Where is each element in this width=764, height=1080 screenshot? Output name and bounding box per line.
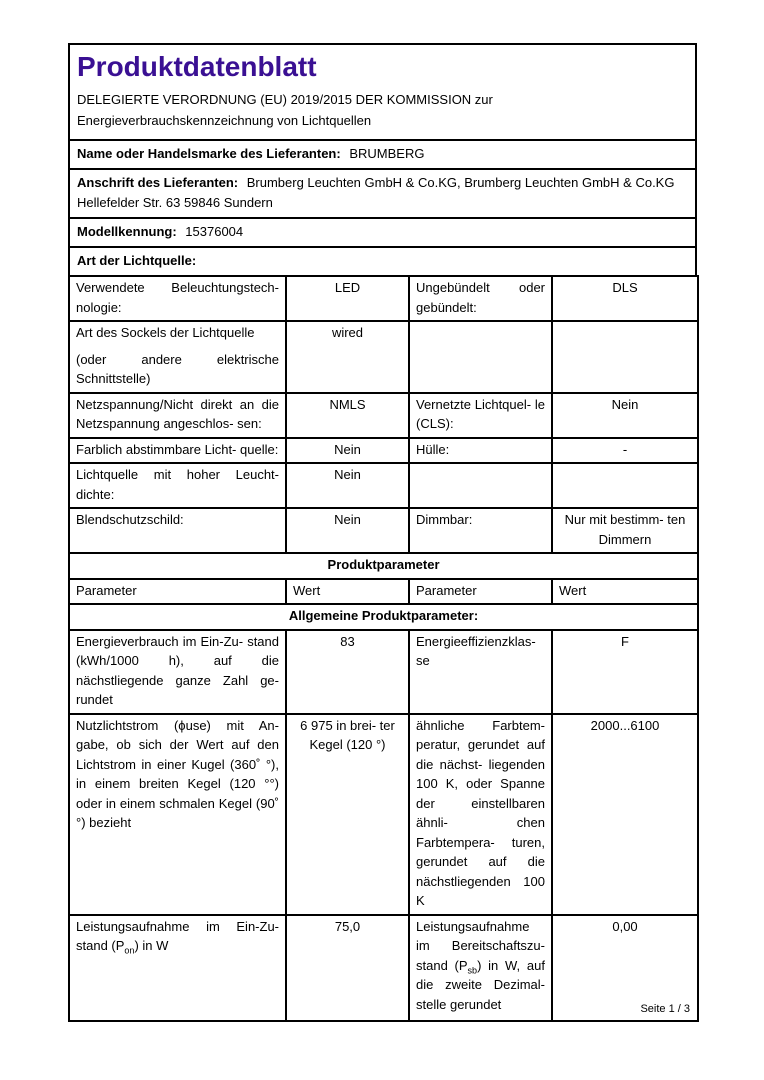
table-row bbox=[69, 276, 698, 321]
param-label-text: ) in W, auf die zweite Dezimal- stelle gerundet bbox=[416, 957, 545, 1012]
supplier-address-value: Brumberg Leuchten GmbH & Co.KG, Brumberg Leuchten GmbH & Co.KG Hellefelder Str. 63 59846 Sundern bbox=[77, 175, 675, 210]
param-value-cell: Nein bbox=[286, 438, 409, 464]
column-header: Wert bbox=[552, 579, 698, 605]
subscript-sb: sb bbox=[467, 965, 478, 976]
param-label-text: Leistungsaufnahme im Ein-Zu- stand (P bbox=[76, 918, 279, 953]
model-id-label: Modellkennung: bbox=[77, 224, 177, 239]
param-label-line2: (oder andere elektrische Schnittstelle) bbox=[76, 351, 279, 386]
table-row bbox=[69, 463, 698, 508]
param-label-cell: Vernetzte Lichtquel- le (CLS): bbox=[409, 393, 552, 438]
param-label-cell bbox=[69, 915, 286, 1021]
table-row bbox=[69, 714, 698, 915]
param-value-cell: 83 bbox=[286, 630, 409, 714]
param-value-cell: 2000...6100 bbox=[552, 714, 698, 915]
param-value-cell: 0,00 bbox=[552, 915, 698, 1021]
supplier-name-label: Name oder Handelsmarke des Lieferanten: bbox=[77, 146, 341, 161]
param-label-cell bbox=[409, 463, 552, 508]
section-title: Produktparameter bbox=[69, 553, 698, 579]
light-source-heading: Art der Lichtquelle: bbox=[77, 253, 197, 268]
param-label-line1: Art des Sockels der Lichtquelle bbox=[76, 325, 255, 340]
model-id-row bbox=[68, 217, 697, 248]
column-header: Parameter bbox=[409, 579, 552, 605]
param-label-cell: ähnliche Farbtem- peratur, gerundet auf die nächst- liegenden 100 K, oder Spanne der einstellbaren ähnli- chen Farbtempera- turen, gerundet auf die nächstliegenden 100 K bbox=[409, 714, 552, 915]
table-row bbox=[69, 438, 698, 464]
param-value-cell bbox=[552, 463, 698, 508]
param-label-cell: Hülle: bbox=[409, 438, 552, 464]
table-row bbox=[69, 630, 698, 714]
document-header bbox=[68, 43, 697, 141]
param-label-cell bbox=[69, 321, 286, 393]
table-row bbox=[69, 321, 698, 393]
regulation-subtitle-line2: Energieverbrauchskennzeichnung von Lichtquellen bbox=[77, 113, 372, 128]
column-header: Parameter bbox=[69, 579, 286, 605]
param-label-cell: Ungebündelt oder gebündelt: bbox=[409, 276, 552, 321]
supplier-address-row bbox=[68, 168, 697, 219]
param-label-cell: Lichtquelle mit hoher Leucht- dichte: bbox=[69, 463, 286, 508]
param-value-cell: DLS bbox=[552, 276, 698, 321]
supplier-address-label: Anschrift des Lieferanten: bbox=[77, 175, 239, 190]
param-value-cell: LED bbox=[286, 276, 409, 321]
param-label-cell: Blendschutzschild: bbox=[69, 508, 286, 553]
param-value-cell: Nur mit bestimm- ten Dimmern bbox=[552, 508, 698, 553]
table-header-row bbox=[69, 579, 698, 605]
param-value-cell: Nein bbox=[286, 508, 409, 553]
light-source-table bbox=[68, 275, 699, 554]
param-label-cell: Energieverbrauch im Ein-Zu- stand (kWh/1000 h), auf die nächstliegende ganze Zahl ge- rundet bbox=[69, 630, 286, 714]
param-label-text: ) in W bbox=[134, 938, 169, 953]
param-label-cell bbox=[409, 915, 552, 1021]
page-indicator: Seite 1 / 3 bbox=[640, 1003, 690, 1015]
param-label-cell bbox=[409, 321, 552, 393]
param-label-cell: Netzspannung/Nicht direkt an die Netzspannung angeschlos- sen: bbox=[69, 393, 286, 438]
param-value-cell: F bbox=[552, 630, 698, 714]
table-row bbox=[69, 553, 698, 579]
model-id-value: 15376004 bbox=[185, 224, 244, 239]
param-value-cell: NMLS bbox=[286, 393, 409, 438]
table-row bbox=[69, 393, 698, 438]
param-label-cell: Farblich abstimmbare Licht- quelle: bbox=[69, 438, 286, 464]
param-value-cell: - bbox=[552, 438, 698, 464]
param-value-cell: wired bbox=[286, 321, 409, 393]
supplier-name-row bbox=[68, 139, 697, 170]
param-label-cell: Dimmbar: bbox=[409, 508, 552, 553]
supplier-name-value: BRUMBERG bbox=[349, 146, 425, 161]
param-label-cell: Energieeffizienzklas- se bbox=[409, 630, 552, 714]
light-source-heading-row bbox=[68, 246, 697, 277]
param-label-cell: Verwendete Beleuchtungstech- nologie: bbox=[69, 276, 286, 321]
param-value-cell: Nein bbox=[286, 463, 409, 508]
subscript-on: on bbox=[124, 945, 135, 956]
product-datasheet bbox=[68, 43, 697, 1022]
param-label-text: Leistungsaufnahme im Bereitschaftszu- stand (P bbox=[416, 918, 545, 973]
param-label-cell: Nutzlichtstrom (ϕuse) mit An- gabe, ob sich der Wert auf den Lichtstrom in einer Kugel (360˚ °), in einem breiten Kegel (120 °°) oder in einem schmalen Kegel (90˚ °) bezieht bbox=[69, 714, 286, 915]
product-parameters-table bbox=[68, 552, 699, 1022]
table-row bbox=[69, 604, 698, 630]
regulation-subtitle-line1: DELEGIERTE VERORDNUNG (EU) 2019/2015 DER KOMMISSION zur bbox=[77, 92, 493, 107]
column-header: Wert bbox=[286, 579, 409, 605]
param-value-cell: Nein bbox=[552, 393, 698, 438]
subsection-title: Allgemeine Produktparameter: bbox=[69, 604, 698, 630]
table-row bbox=[69, 915, 698, 1021]
page-title: Produktdatenblatt bbox=[77, 51, 317, 82]
table-row bbox=[69, 508, 698, 553]
param-value-cell bbox=[552, 321, 698, 393]
param-value-cell: 75,0 bbox=[286, 915, 409, 1021]
param-value-cell: 6 975 in brei- ter Kegel (120 °) bbox=[286, 714, 409, 915]
